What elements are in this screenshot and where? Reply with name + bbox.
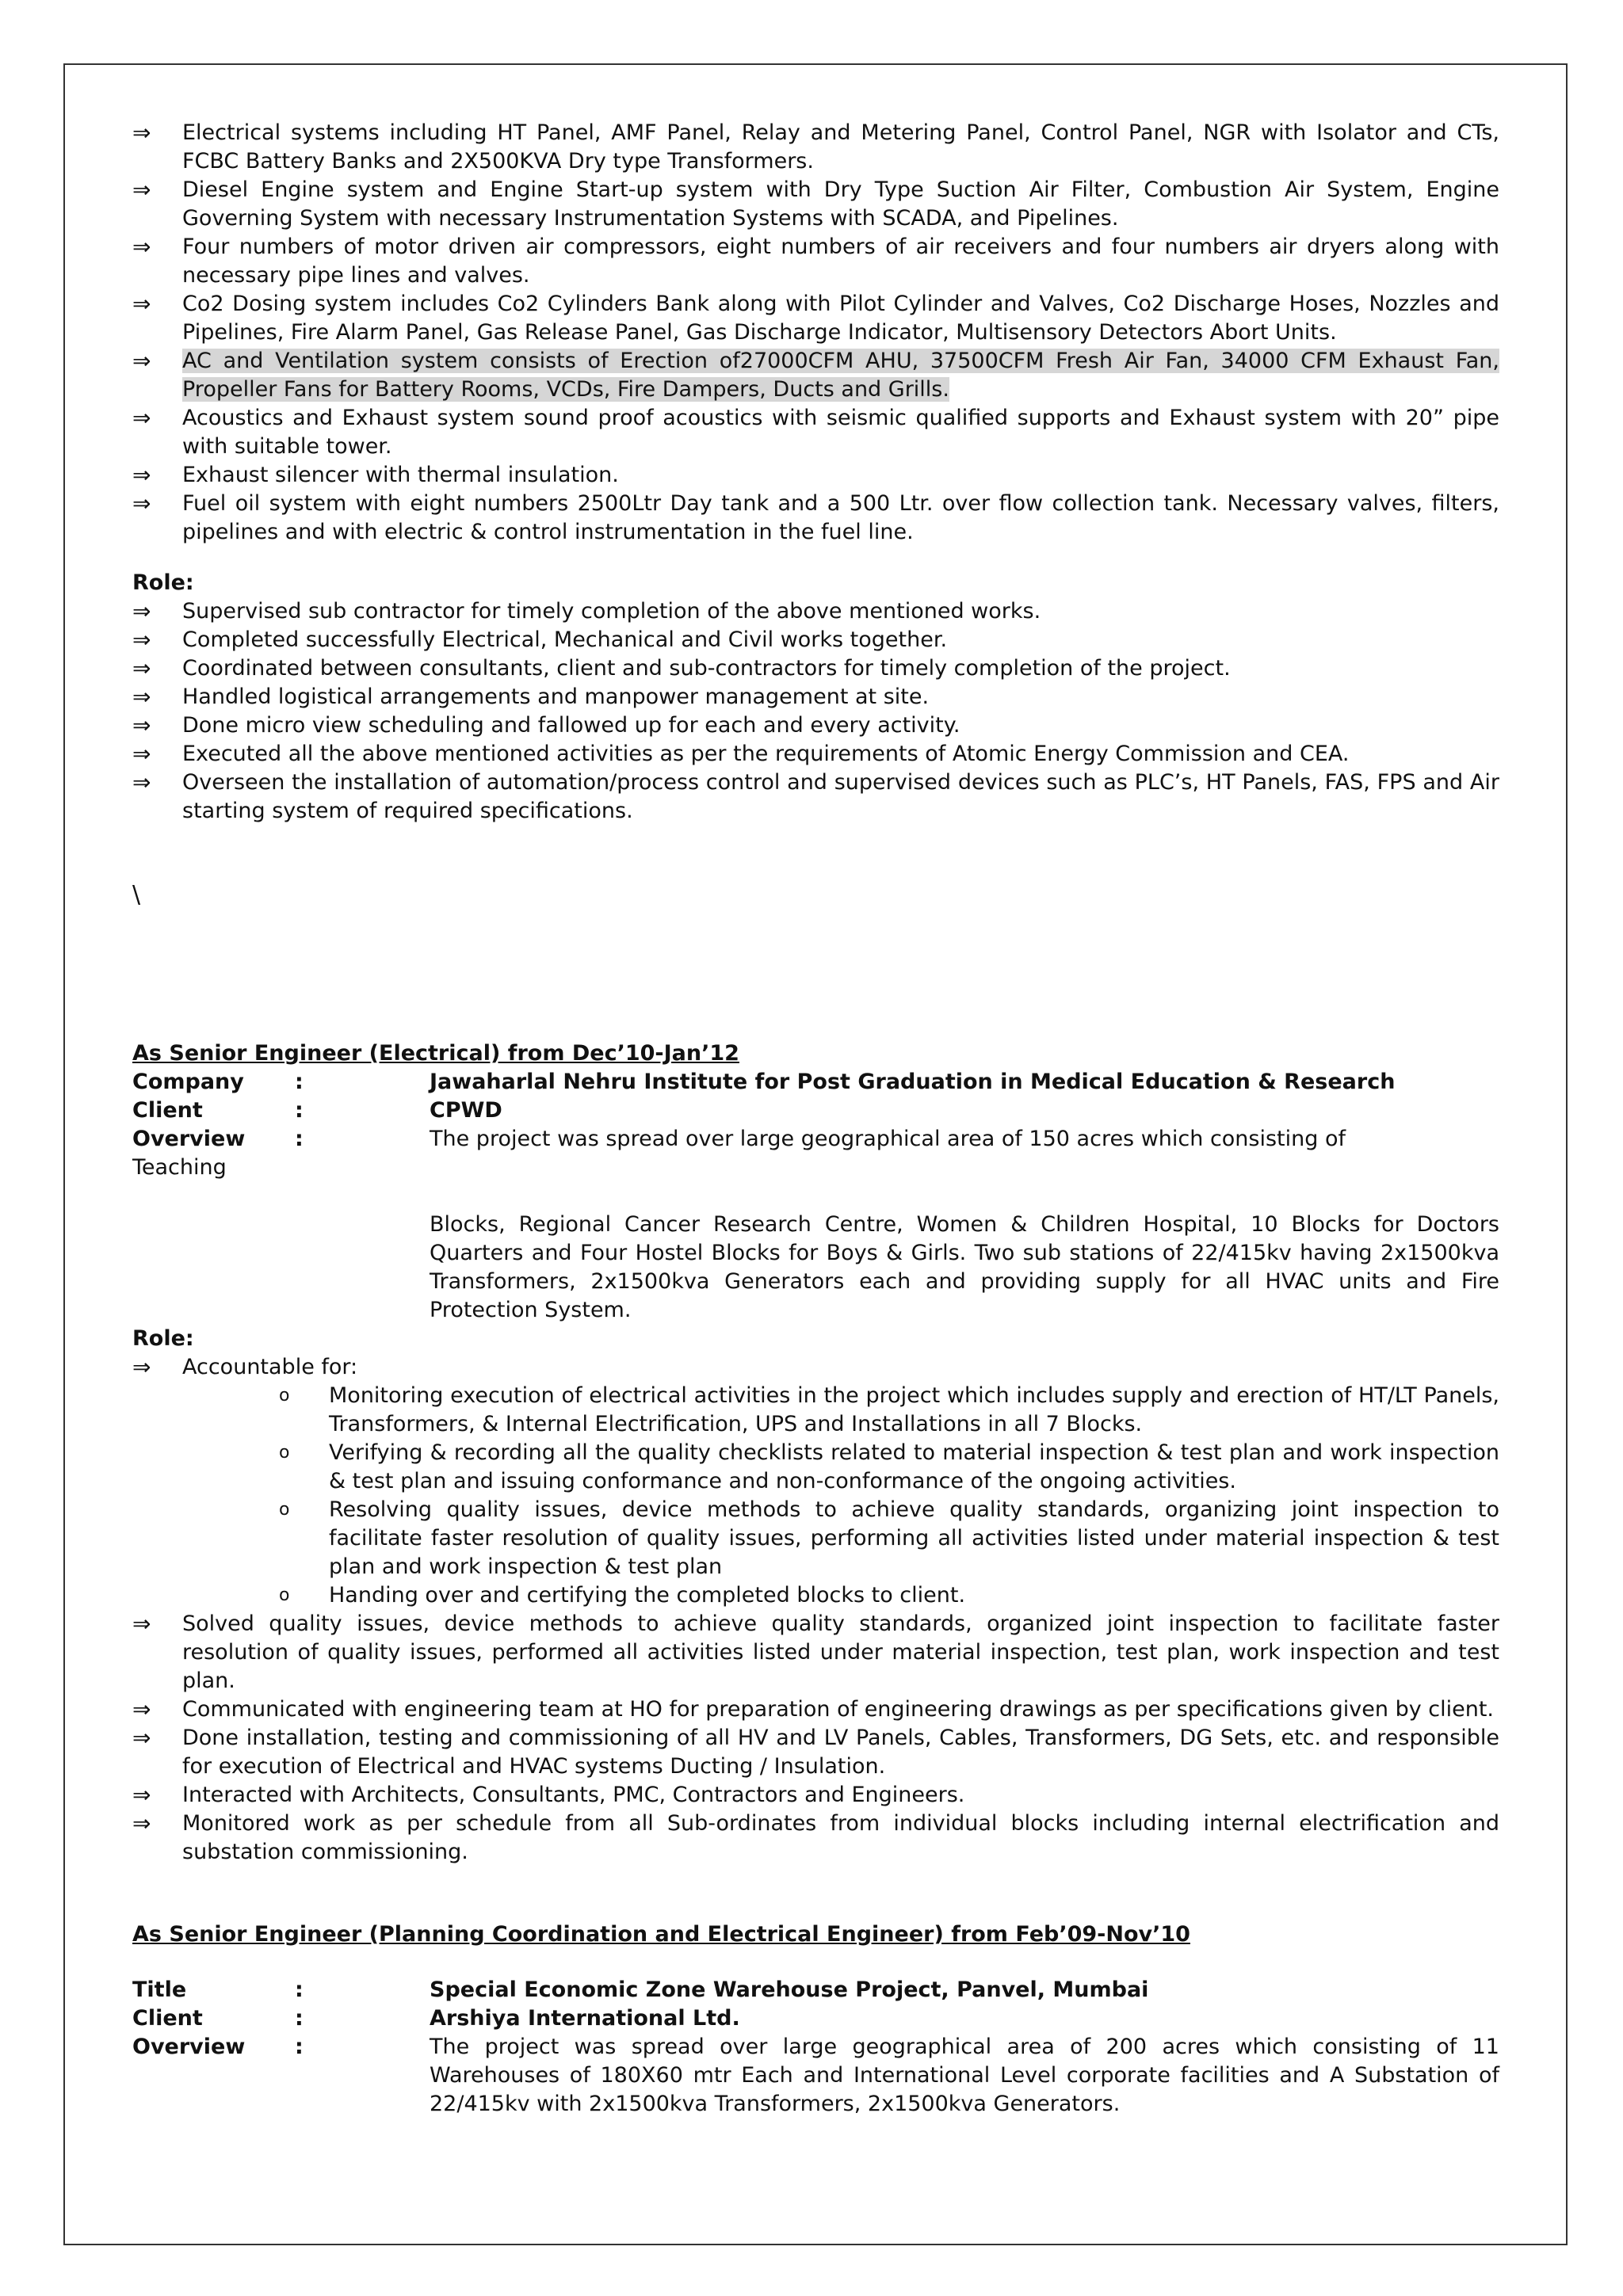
- list-item: ⇒ Coordinated between consultants, client and sub-contractors for timely completion of the project.: [132, 655, 1231, 681]
- document-body: [132, 119, 1499, 2119]
- list-item: ⇒ Fuel oil system with eight numbers 2500Ltr Day tank and a 500 Ltr. over flow collection tank. Necessary valves, filters, pipelines and with electric & control instrumentation in the fuel line.: [132, 490, 1499, 544]
- overview-row: Overview : The project was spread over large geographical area of 150 acres which consisting of: [132, 1127, 1346, 1151]
- arrow-bullet-icon: ⇒: [132, 1611, 151, 1637]
- list-item: ⇒ Diesel Engine system and Engine Start-up system with Dry Type Suction Air Filter, Combustion Air System, Engine Governing System with necessary Instrumentation Systems with SCADA, and Pipelines.: [132, 177, 1499, 231]
- arrow-bullet-icon: ⇒: [132, 490, 151, 517]
- arrow-bullet-icon: ⇒: [132, 120, 151, 146]
- highlighted-text: AC and Ventilation system consists of Erection of27000CFM AHU, 37500CFM Fresh Air Fan, 34000 CFM Exhaust Fan, Propeller Fans for Battery Rooms, VCDs, Fire Dampers, Ducts and Grills.: [182, 349, 1499, 402]
- experience-section-2: [132, 1920, 1499, 2119]
- circle-bullet-icon: o: [279, 1585, 290, 1605]
- list-item: ⇒ Co2 Dosing system includes Co2 Cylinders Bank along with Pilot Cylinder and Valves, Co2 Discharge Hoses, Nozzles and Pipelines, Fire Alarm Panel, Gas Release Panel, Gas Discharge Indicator, Multisensory Detectors Abort Units.: [132, 291, 1499, 345]
- arrow-bullet-icon: ⇒: [132, 405, 151, 431]
- sub-list-item: o Resolving quality issues, device methods to achieve quality standards, organizing joint inspection to facilitate faster resolution of quality issues, performing all activities listed under material inspection & test plan and work inspection & test plan: [279, 1497, 1499, 1579]
- list-item: ⇒ Overseen the installation of automation/process control and supervised devices such as PLC’s, HT Panels, FAS, FPS and Air starting system of required specifications.: [132, 769, 1499, 823]
- arrow-bullet-icon: ⇒: [132, 684, 151, 710]
- arrow-bullet-icon: ⇒: [132, 712, 151, 738]
- client-row: Client : Arshiya International Ltd.: [132, 2006, 740, 2031]
- role-bullet-list: [132, 597, 1499, 826]
- arrow-bullet-icon: ⇒: [132, 1696, 151, 1722]
- arrow-bullet-icon: ⇒: [132, 741, 151, 767]
- arrow-bullet-icon: ⇒: [132, 234, 151, 260]
- arrow-bullet-icon: ⇒: [132, 291, 151, 317]
- arrow-bullet-icon: ⇒: [132, 1810, 151, 1836]
- list-item: ⇒ Handled logistical arrangements and manpower management at site.: [132, 684, 930, 710]
- list-item: ⇒ Monitored work as per schedule from all Sub-ordinates from individual blocks including internal electrification and substation commissioning.: [132, 1810, 1499, 1864]
- list-item: ⇒ Done installation, testing and commissioning of all HV and LV Panels, Cables, Transformers, DG Sets, etc. and responsible for execution of Electrical and HVAC systems Ducting / Insulation.: [132, 1725, 1499, 1779]
- overview-row: Overview : The project was spread over large geographical area of 200 acres which consisting of 11 Warehouses of 180X60 mtr Each and International Level corporate facilities and A Substation of 22/415kv with 2x1500kva Transformers, 2x1500kva Generators.: [132, 2035, 1499, 2116]
- section-title: As Senior Engineer (Electrical) from Dec’10-Jan’12: [132, 1041, 739, 1066]
- accountable-sub-list: [132, 1382, 1499, 1610]
- list-item: ⇒ Electrical systems including HT Panel, AMF Panel, Relay and Metering Panel, Control Panel, NGR with Isolator and CTs, FCBC Battery Banks and 2X500KVA Dry type Transformers.: [132, 120, 1499, 174]
- list-item: ⇒ Executed all the above mentioned activities as per the requirements of Atomic Energy Commission and CEA.: [132, 741, 1350, 767]
- arrow-bullet-icon: ⇒: [132, 655, 151, 681]
- arrow-bullet-icon: ⇒: [132, 1725, 151, 1751]
- list-item: ⇒ Done micro view scheduling and fallowed up for each and every activity.: [132, 712, 960, 738]
- list-item-highlighted: [132, 347, 1499, 404]
- section-bullet-list: [132, 1610, 1499, 1867]
- sub-list-item: o Handing over and certifying the completed blocks to client.: [132, 1581, 1499, 1610]
- arrow-bullet-icon: ⇒: [132, 769, 151, 795]
- arrow-bullet-icon: ⇒: [132, 627, 151, 653]
- sub-list-item: o Monitoring execution of electrical activities in the project which includes supply and erection of HT/LT Panels, Transformers, & Internal Electrification, UPS and Installations in all 7 Blocks.: [279, 1383, 1499, 1436]
- sub-list-item: o Verifying & recording all the quality checklists related to material inspection & test plan and work inspection & test plan and issuing conformance and non-conformance of the ongoing activities.: [279, 1440, 1499, 1493]
- list-item: ⇒ Acoustics and Exhaust system sound proof acoustics with seismic qualified supports and Exhaust system with 20” pipe with suitable tower.: [132, 405, 1499, 459]
- arrow-bullet-icon: ⇒: [132, 348, 151, 374]
- role-heading: Role:: [132, 570, 194, 595]
- stray-mark: \: [132, 881, 141, 909]
- list-item: ⇒ Completed successfully Electrical, Mechanical and Civil works together.: [132, 627, 948, 653]
- client-row: Client : CPWD: [132, 1098, 502, 1123]
- company-row: Company : Jawaharlal Nehru Institute for Post Graduation in Medical Education & Research: [132, 1070, 1396, 1094]
- overview-continued: Blocks, Regional Cancer Research Centre, Women & Children Hospital, 10 Blocks for Doctors Quarters and Four Hostel Blocks for Boys & Girls. Two sub stations of 22/415kv having 2x1500kva Transformers, 2x1500kva Generators each and providing supply for all HVAC units and Fire Protection System.: [430, 1212, 1499, 1322]
- title-row: Title : Special Economic Zone Warehouse Project, Panvel, Mumbai: [132, 1978, 1149, 2002]
- list-item: ⇒ Communicated with engineering team at HO for preparation of engineering drawings as per specifications given by client.: [132, 1696, 1495, 1722]
- scope-bullet-list: [132, 119, 1499, 547]
- list-item: ⇒ Accountable for:: [132, 1354, 358, 1380]
- arrow-bullet-icon: ⇒: [132, 1782, 151, 1808]
- circle-bullet-icon: o: [279, 1500, 290, 1520]
- list-item: ⇒ Four numbers of motor driven air compressors, eight numbers of air receivers and four numbers air dryers along with necessary pipe lines and valves.: [132, 234, 1499, 288]
- experience-section-1: [132, 1039, 1499, 1867]
- list-item: ⇒ Supervised sub contractor for timely completion of the above mentioned works.: [132, 598, 1041, 624]
- circle-bullet-icon: o: [279, 1443, 290, 1463]
- arrow-bullet-icon: ⇒: [132, 177, 151, 203]
- list-item: ⇒ Exhaust silencer with thermal insulation.: [132, 462, 619, 488]
- circle-bullet-icon: o: [279, 1386, 290, 1405]
- arrow-bullet-icon: ⇒: [132, 462, 151, 488]
- arrow-bullet-icon: ⇒: [132, 1354, 151, 1380]
- list-item: ⇒ Solved quality issues, device methods to achieve quality standards, organized joint inspection to facilitate faster resolution of quality issues, performed all activities listed under material inspection, test plan, work inspection and test plan.: [132, 1611, 1499, 1693]
- role-heading: Role:: [132, 1326, 194, 1351]
- overview-wrap-text: Teaching: [132, 1155, 227, 1180]
- arrow-bullet-icon: ⇒: [132, 598, 151, 624]
- list-item: ⇒ Interacted with Architects, Consultants, PMC, Contractors and Engineers.: [132, 1782, 965, 1808]
- section-title: As Senior Engineer (Planning Coordination and Electrical Engineer) from Feb’09-Nov’10: [132, 1922, 1190, 1947]
